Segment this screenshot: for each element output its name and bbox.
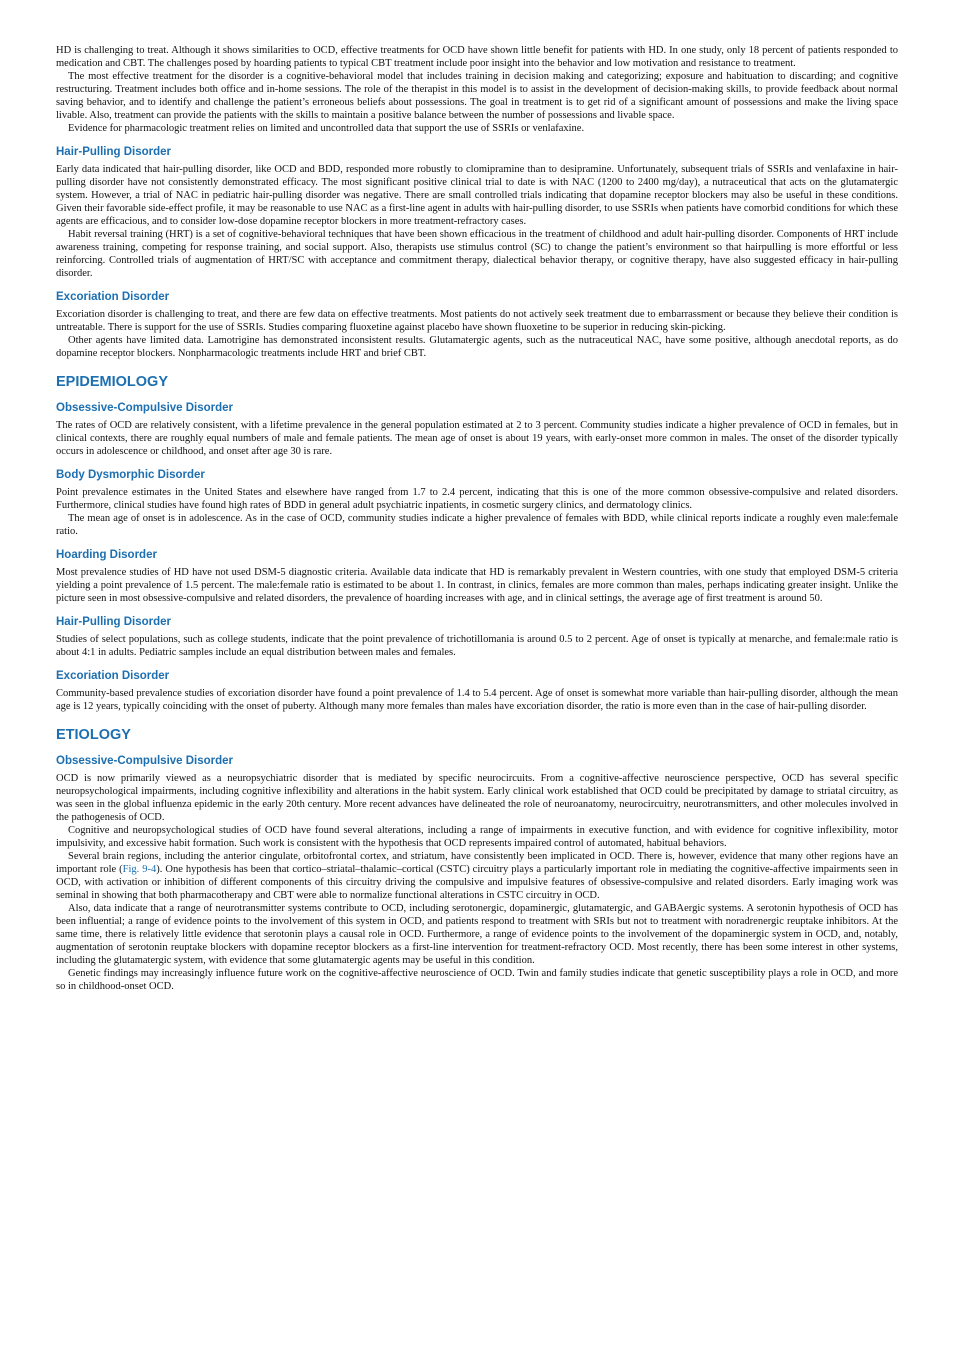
subheading-hair-pulling-treatment: Hair-Pulling Disorder bbox=[56, 146, 172, 158]
paragraph bbox=[56, 850, 898, 902]
paragraph-text: ). One hypothesis has been that cortico–striatal–thalamic–cortical (CSTC) circuitry plays a particularly important role in mediating the cognitive-affective impairments seen in OCD, with activation or inhibition of different components of this circuitry driving the compulsive and impulsive features of obsessive-compulsive and related disorders. Early imaging work was seminal in showing that both pharmacotherapy and CBT were able to normalize functional alterations in CSTC circuitry in OCD. bbox=[56, 864, 898, 901]
paragraph: Other agents have limited data. Lamotrigine has demonstrated inconsistent results. Glutamatergic agents, such as the nutraceutical NAC, have some positive, although anecdotal reports, as do dopamine receptor blockers. Nonpharmacologic treatments include HRT and brief CBT. bbox=[56, 335, 898, 359]
paragraph-text: Several brain regions, including the anterior cingulate, orbitofrontal cortex, and striatum, have consistently been implicated in OCD. There is, however, evidence that many other regions have an important role ( bbox=[56, 851, 898, 875]
subheading-bdd-epidemiology: Body Dysmorphic Disorder bbox=[56, 469, 205, 481]
subheading-ocd-epidemiology: Obsessive-Compulsive Disorder bbox=[56, 402, 234, 414]
paragraph: Community-based prevalence studies of excoriation disorder have found a point prevalence of 1.4 to 5.4 percent. Age of onset is somewhat more variable than hair-pulling disorder, although the mean age is 12 years, typically coinciding with the onset of puberty. Although many more females than males have excoriation disorder, the ratio is more even than in the case of hair-pulling disorder. bbox=[56, 688, 898, 712]
paragraph: OCD is now primarily viewed as a neuropsychiatric disorder that is mediated by specific neurocircuits. From a cognitive-affective neuroscience perspective, OCD has several specific neuropsychological impairments, including cognitive inflexibility and alterations in the habit system. Early clinical work established that OCD could be precipitated by damage to striatal circuitry, as was seen in the global influenza epidemic in the early 20th century. More recent advances have delineated the role of neuroanatomy, neurocircuitry, neurotransmitters, and other molecules involved in the pathogenesis of OCD. bbox=[56, 773, 898, 823]
section-heading-etiology: ETIOLOGY bbox=[56, 727, 131, 743]
paragraph: HD is challenging to treat. Although it shows similarities to OCD, effective treatments for OCD have shown little benefit for patients with HD. In one study, only 18 percent of patients responded to medication and CBT. The challenges posed by hoarding patients to typical CBT treatment include poor insight into the behavior and low motivation and resistance to treatment. bbox=[56, 45, 898, 69]
paragraph: Evidence for pharmacologic treatment relies on limited and uncontrolled data that support the use of SSRIs or venlafaxine. bbox=[68, 123, 585, 134]
document-page bbox=[56, 44, 898, 993]
subheading-hoarding-epidemiology: Hoarding Disorder bbox=[56, 549, 157, 561]
paragraph: The rates of OCD are relatively consistent, with a lifetime prevalence in the general population estimated at 2 to 3 percent. Community studies indicate a higher prevalence of OCD in females, but in clinical contexts, there are roughly equal numbers of male and female patients. The mean age of onset is about 19 years, with early-onset more common in males. The onset of the disorder typically occurs in adolescence or childhood, and onset after age 30 is rare. bbox=[56, 420, 898, 457]
subheading-excoriation-epidemiology: Excoriation Disorder bbox=[56, 670, 170, 682]
paragraph: Point prevalence estimates in the United States and elsewhere have ranged from 1.7 to 2.4 percent, indicating that this is one of the more common obsessive-compulsive and related disorders. Furthermore, clinical studies have found high rates of BDD in general adult psychiatric inpatients, in cosmetic surgery clinics, and dermatology clinics. bbox=[56, 487, 898, 511]
subheading-ocd-etiology: Obsessive-Compulsive Disorder bbox=[56, 755, 234, 767]
subheading-hair-pulling-epidemiology: Hair-Pulling Disorder bbox=[56, 616, 172, 628]
paragraph: Excoriation disorder is challenging to treat, and there are few data on effective treatments. Most patients do not actively seek treatment due to embarrassment or because they believe their condition is untreatable. There is support for the use of SSRIs. Studies comparing fluoxetine against placebo have shown fluoxetine to be superior in reducing skin-picking. bbox=[56, 309, 898, 333]
paragraph: The most effective treatment for the disorder is a cognitive-behavioral model that includes training in decision making and categorizing; exposure and habituation to discarding; and cognitive restructuring. Treatment includes both office and in-home sessions. The role of the therapist in this model is to assist in the development of decision-making skills, to provide feedback about normal saving behavior, and to identify and challenge the patient’s erroneous beliefs about possessions. The goal in treatment is to get rid of a significant amount of possessions and make the living space livable. Also, treatment can provide the patients with the skills to maintain a positive balance between the number of possessions and livable space. bbox=[56, 71, 898, 121]
figure-reference-link[interactable]: Fig. 9-4 bbox=[122, 864, 157, 875]
paragraph: Cognitive and neuropsychological studies of OCD have found several alterations, including a range of impairments in executive function, and with evidence for cognitive inflexibility, motor impulsivity, and excessive habit formation. Such work is consistent with the hypothesis that OCD represents impaired control of automated, habitual behaviors. bbox=[56, 825, 898, 849]
paragraph: Habit reversal training (HRT) is a set of cognitive-behavioral techniques that have been shown efficacious in the treatment of childhood and adult hair-pulling disorder. Components of HRT include awareness training, competing for response training, and social support. Also, therapists use stimulus control (SC) to change the patient’s environment so that hairpulling is more effortful or less reinforcing. Controlled trials of augmentation of HRT/SC with acceptance and commitment therapy, dialectical behavior therapy, or cognitive therapy, have also suggested efficacy in hair-pulling disorder. bbox=[56, 229, 898, 279]
paragraph: Most prevalence studies of HD have not used DSM-5 diagnostic criteria. Available data indicate that HD is remarkably prevalent in Western countries, with one study that employed DSM-5 criteria yielding a point prevalence of 1.5 percent. The male:female ratio is estimated to be about 1. In contrast, in clinics, females are more common than males, perhaps indicating greater insight. Unlike the picture seen in most obsessive-compulsive and related disorders, the prevalence of hoarding increases with age, and in clinical settings, the average age of first treatment is around 50. bbox=[56, 567, 898, 604]
paragraph: Also, data indicate that a range of neurotransmitter systems contribute to OCD, including serotonergic, dopaminergic, glutamatergic, and GABAergic systems. A serotonin hypothesis of OCD has been influential; a range of evidence points to the involvement of this system in OCD, and patients respond to treatment with SRIs but not to treatment with noradrenergic reuptake inhibitors. At the same time, there is relatively little evidence that serotonin plays a causal role in OCD. Furthermore, a range of evidence points to the involvement of the dopaminergic system in OCD, and, notably, augmentation of serotonin reuptake blockers with dopamine receptor blockers as a first-line intervention for treatment-refractory OCD. Most recently, there has been some interest in other systems, including the glutamatergic system, with evidence that some glutamatergic agents may be useful in this condition. bbox=[56, 903, 898, 966]
subheading-excoriation-treatment: Excoriation Disorder bbox=[56, 291, 170, 303]
paragraph: Genetic findings may increasingly influence future work on the cognitive-affective neuroscience of OCD. Twin and family studies indicate that genetic susceptibility plays a role in OCD, and more so in childhood-onset OCD. bbox=[56, 968, 898, 992]
section-heading-epidemiology: EPIDEMIOLOGY bbox=[56, 374, 168, 390]
paragraph: Early data indicated that hair-pulling disorder, like OCD and BDD, responded more robustly to clomipramine than to desipramine. Unfortunately, subsequent trials of SSRIs and venlafaxine in hair-pulling disorder have not consistently demonstrated efficacy. The most significant positive clinical trial to date is with NAC (1200 to 2400 mg/day), a nutraceutical that acts on the glutamatergic system. However, a trial of NAC in pediatric hair-pulling disorder was negative. There are small controlled trials indicating that dopamine receptor blockers may also be useful in these conditions. Given their favorable side-effect profile, it may be reasonable to use NAC as a first-line agent in adults with hair-pulling disorder, to use SSRIs when patients have comorbid conditions for which these agents are efficacious, and to consider low-dose dopamine receptor blockers in more treatment-refractory cases. bbox=[56, 164, 898, 227]
paragraph: Studies of select populations, such as college students, indicate that the point prevalence of trichotillomania is around 0.5 to 2 percent. Age of onset is typically at menarche, and female:male ratio is about 4:1 in adults. Pediatric samples include an equal distribution between males and females. bbox=[56, 634, 898, 658]
paragraph: The mean age of onset is in adolescence. As in the case of OCD, community studies indicate a higher prevalence of females with BDD, while clinical reports indicate a roughly even male:female ratio. bbox=[56, 513, 898, 537]
